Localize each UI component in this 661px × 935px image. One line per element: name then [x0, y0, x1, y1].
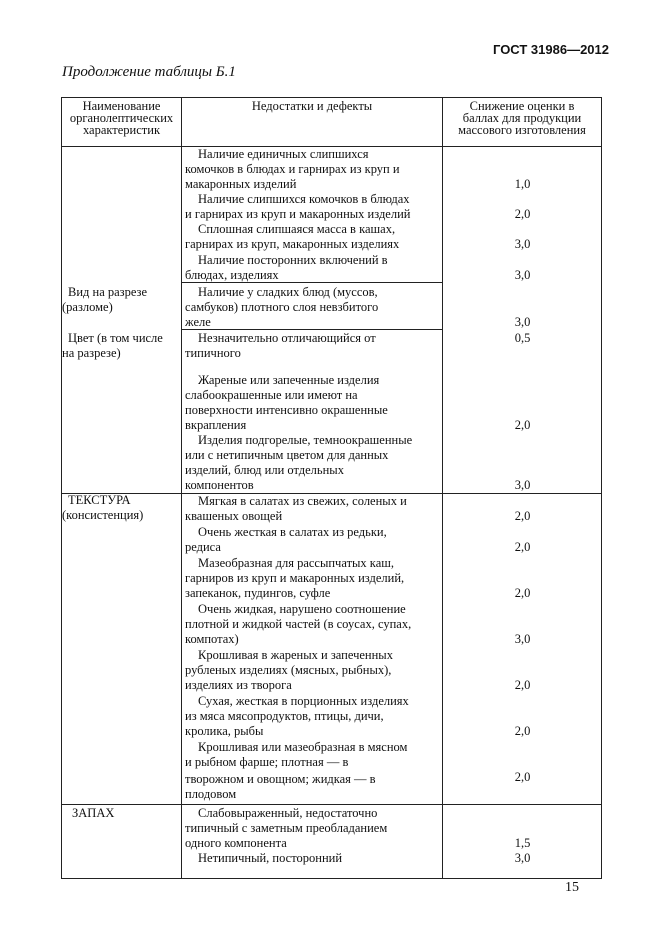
- defect-line: самбуков) плотного слоя невзбитого: [185, 300, 379, 314]
- defect-line: Мягкая в салатах из свежих, соленых и: [198, 494, 407, 508]
- header-line: массового изготовления: [458, 123, 586, 137]
- defect-line: Сухая, жесткая в порционных изделиях: [198, 694, 409, 708]
- row-divider: [182, 804, 442, 805]
- defect-line: Наличие слипшихся комочков в блюдах: [198, 192, 410, 206]
- defect-line: Очень жесткая в салатах из редьки,: [198, 525, 387, 539]
- column-header-score: [443, 98, 602, 147]
- defect-line: или с нетипичным цветом для данных: [185, 448, 389, 462]
- score-value: 2,0: [514, 678, 531, 692]
- score-value: 3,0: [514, 478, 531, 492]
- row-divider: [62, 804, 181, 805]
- defect-line: гарниров из круп и макаронных изделий,: [185, 571, 405, 585]
- defect-line: комочков в блюдах и гарнирах из круп и: [185, 162, 400, 176]
- defect-line: одного компонента: [185, 836, 287, 850]
- defect-line: творожном и овощном; жидкая — в: [185, 772, 376, 786]
- header-line: органолептических: [69, 111, 174, 125]
- row-divider: [182, 329, 442, 330]
- column-header-defects: [182, 98, 443, 147]
- defect-line: кролика, рыбы: [185, 724, 264, 738]
- row-divider: [443, 493, 601, 494]
- defect-line: поверхности интенсивно окрашенные: [185, 403, 388, 417]
- defect-line: Изделия подгорелые, темноокрашенные: [198, 433, 413, 447]
- defect-line: слабоокрашенные или имеют на: [185, 388, 358, 402]
- header-line: Недостатки и дефекты: [251, 99, 373, 113]
- defect-line: Наличие у сладких блюд (муссов,: [198, 285, 378, 299]
- table-body-row: [62, 147, 602, 879]
- defect-line: и рыбном фарше; плотная — в: [185, 755, 349, 769]
- defect-line: Сплошная слипшаяся масса в кашах,: [198, 222, 396, 236]
- category-line: на разрезе): [62, 346, 121, 360]
- header-line: характеристик: [82, 123, 161, 137]
- score-value: 2,0: [514, 770, 531, 784]
- defect-line: блюдах, изделиях: [185, 268, 279, 282]
- score-value: 2,0: [514, 540, 531, 554]
- defects-column: [182, 147, 443, 879]
- defect-line: рубленых изделиях (мясных, рыбных),: [185, 663, 392, 677]
- defect-line: типичный с заметным преобладанием: [185, 821, 388, 835]
- score-value: 2,0: [514, 207, 531, 221]
- standard-header: ГОСТ 31986—2012: [493, 42, 609, 57]
- category-line: (разломе): [62, 300, 113, 314]
- score-value: 3,0: [514, 315, 531, 329]
- defect-line: макаронных изделий: [185, 177, 297, 191]
- defect-line: Незначительно отличающийся от: [198, 331, 376, 345]
- defect-line: Крошливая в жареных и запеченных: [198, 648, 393, 662]
- table-header-row: [62, 98, 602, 147]
- score-value: 1,0: [514, 177, 531, 191]
- defect-line: компотах): [185, 632, 239, 646]
- defect-line: Наличие посторонних включений в: [198, 253, 388, 267]
- characteristics-column: [62, 147, 182, 879]
- score-value: 3,0: [514, 237, 531, 251]
- scores-column: [443, 147, 602, 879]
- score-value: 2,0: [514, 586, 531, 600]
- defect-line: Жареные или запеченные изделия: [198, 373, 380, 387]
- defects-table: [61, 97, 602, 879]
- defect-line: плодовом: [185, 787, 237, 801]
- defect-line: запеканок, пудингов, суфле: [185, 586, 331, 600]
- defect-line: Слабовыраженный, недостаточно: [198, 806, 378, 820]
- category-line: (консистенция): [62, 508, 144, 522]
- defect-line: и гарнирах из круп и макаронных изделий: [185, 207, 411, 221]
- defect-line: гарнирах из круп, макаронных изделиях: [185, 237, 400, 251]
- category-line: Вид на разрезе: [68, 285, 148, 299]
- category-line: ТЕКСТУРА: [68, 493, 131, 507]
- category-line: ЗАПАХ: [72, 806, 115, 820]
- defect-line: изделий, блюд или отдельных: [185, 463, 344, 477]
- defect-line: плотной и жидкой частей (в соусах, супах,: [185, 617, 412, 631]
- defect-line: Очень жидкая, нарушено соотношение: [198, 602, 406, 616]
- defect-line: квашеных овощей: [185, 509, 283, 523]
- defect-line: из мяса мясопродуктов, птицы, дичи,: [185, 709, 384, 723]
- table-continuation-title: Продолжение таблицы Б.1: [62, 64, 236, 80]
- defect-line: изделиях из творога: [185, 678, 292, 692]
- column-header-characteristic: [62, 98, 182, 147]
- row-divider: [443, 804, 601, 805]
- score-value: 1,5: [514, 836, 531, 850]
- defect-line: Мазеобразная для рассыпчатых каш,: [198, 556, 394, 570]
- header-line: Снижение оценки в: [469, 99, 575, 113]
- score-value: 0,5: [514, 331, 531, 345]
- defect-line: редиса: [185, 540, 221, 554]
- defect-line: желе: [185, 315, 211, 329]
- defect-line: типичного: [185, 346, 241, 360]
- score-value: 3,0: [514, 268, 531, 282]
- score-value: 2,0: [514, 509, 531, 523]
- row-divider: [62, 493, 181, 494]
- header-line: Наименование: [82, 99, 161, 113]
- defect-line: вкрапления: [185, 418, 247, 432]
- defect-line: Нетипичный, посторонний: [198, 851, 343, 865]
- score-value: 3,0: [514, 632, 531, 646]
- page-number: 15: [565, 880, 579, 895]
- category-line: Цвет (в том числе: [68, 331, 163, 345]
- defect-line: Крошливая или мазеобразная в мясном: [198, 740, 408, 754]
- score-value: 2,0: [514, 724, 531, 738]
- defect-line: Наличие единичных слипшихся: [198, 147, 369, 161]
- score-value: 2,0: [514, 418, 531, 432]
- header-line: баллах для продукции: [462, 111, 582, 125]
- score-value: 3,0: [514, 851, 531, 865]
- defect-line: компонентов: [185, 478, 254, 492]
